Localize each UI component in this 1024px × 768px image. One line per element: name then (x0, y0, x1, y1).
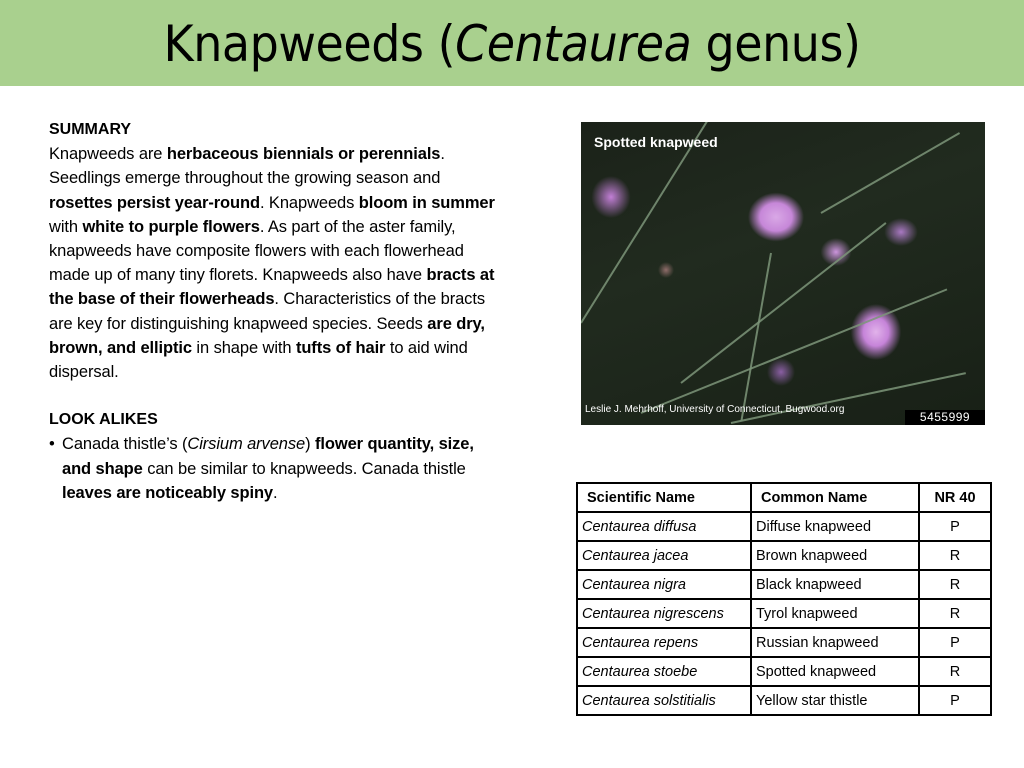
look-alike-species: Cirsium arvense (187, 435, 306, 454)
summary-text: . As part of the aster family, knapweeds have composite flowers with each flowerhead made up of many tiny florets. Knapweeds also have (49, 217, 464, 285)
summary-emphasis: bloom in summer (358, 193, 495, 212)
summary-text: . Characteristics of the bracts are key for distinguishing knapweed species. Seeds (49, 290, 485, 333)
summary-emphasis: rosettes persist year-round (49, 193, 260, 212)
stem-decoration (680, 222, 886, 384)
look-alike-text: can be similar to knapweeds. Canada thistle (142, 459, 466, 478)
scientific-name-cell: Centaurea solstitialis (577, 686, 751, 715)
page-title (41, 0, 983, 86)
nr40-cell: R (919, 599, 991, 628)
common-name-cell: Yellow star thistle (751, 686, 919, 715)
common-name-cell: Black knapweed (751, 570, 919, 599)
title-text-suffix: genus) (691, 15, 861, 73)
table-row (577, 541, 991, 570)
species-table (576, 482, 992, 716)
common-name-cell: Russian knapweed (751, 628, 919, 657)
stem-decoration (821, 132, 961, 214)
summary-text: in shape with (191, 338, 296, 357)
scientific-name-cell: Centaurea repens (577, 628, 751, 657)
stem-decoration (581, 122, 720, 324)
scientific-name-cell: Centaurea diffusa (577, 512, 751, 541)
summary-text: Knapweeds are (49, 145, 167, 164)
look-alike-emphasis: leaves are noticeably spiny (62, 483, 273, 502)
look-alike-text: Canada thistle’s ( (62, 435, 188, 454)
header-nr40: NR 40 (919, 483, 991, 512)
summary-text: with (49, 217, 83, 236)
scientific-name-cell: Centaurea nigrescens (577, 599, 751, 628)
stem-decoration (641, 288, 948, 413)
scientific-name-cell: Centaurea nigra (577, 570, 751, 599)
nr40-cell: R (919, 570, 991, 599)
bullet-icon: • (49, 435, 55, 454)
title-bar (0, 0, 1024, 86)
scientific-name-cell: Centaurea jacea (577, 541, 751, 570)
common-name-cell: Brown knapweed (751, 541, 919, 570)
nr40-cell: P (919, 686, 991, 715)
summary-text: . Seedlings emerge throughout the growing season and (49, 145, 445, 188)
look-alike-text: ) (305, 435, 315, 454)
summary-text: . Knapweeds (259, 193, 359, 212)
table-header-row (577, 483, 991, 512)
summary-emphasis: are dry, brown, and elliptic (49, 314, 485, 357)
nr40-cell: R (919, 657, 991, 686)
common-name-cell: Tyrol knapweed (751, 599, 919, 628)
nr40-cell: P (919, 628, 991, 657)
spacer (49, 384, 499, 408)
text-column (49, 118, 499, 505)
nr40-cell: P (919, 512, 991, 541)
title-genus: Centaurea (455, 15, 692, 73)
summary-paragraph (49, 142, 499, 384)
summary-heading: SUMMARY (49, 121, 132, 138)
common-name-cell: Spotted knapweed (751, 657, 919, 686)
photo-credit: Leslie J. Mehrhoff, University of Connecticut, Bugwood.org (585, 404, 845, 415)
nr40-cell: R (919, 541, 991, 570)
title-text: Knapweeds ( (163, 15, 456, 73)
table-row (577, 599, 991, 628)
summary-emphasis: white to purple flowers (82, 217, 260, 236)
photo-image-number: 5455999 (905, 410, 985, 425)
header-common-name: Common Name (751, 483, 919, 512)
table-row (577, 686, 991, 715)
table-row (577, 657, 991, 686)
look-alike-emphasis: flower quantity, size, and shape (62, 435, 474, 478)
summary-emphasis: herbaceous biennials or perennials (166, 145, 441, 164)
table-row (577, 570, 991, 599)
stem-decoration (740, 253, 771, 421)
common-name-cell: Diffuse knapweed (751, 512, 919, 541)
scientific-name-cell: Centaurea stoebe (577, 657, 751, 686)
look-alikes-heading: LOOK ALIKES (49, 411, 158, 429)
table-row (577, 628, 991, 657)
look-alike-text: . (273, 483, 278, 502)
summary-emphasis: bracts at the base of their flowerheads (49, 266, 495, 309)
photo-label: Spotted knapweed (594, 134, 718, 150)
spotted-knapweed-photo (581, 122, 985, 425)
table-row (577, 512, 991, 541)
summary-text: to aid wind dispersal. (49, 338, 468, 382)
look-alike-item (49, 432, 499, 505)
summary-emphasis: tufts of hair (295, 338, 386, 357)
header-scientific-name: Scientific Name (577, 483, 751, 512)
